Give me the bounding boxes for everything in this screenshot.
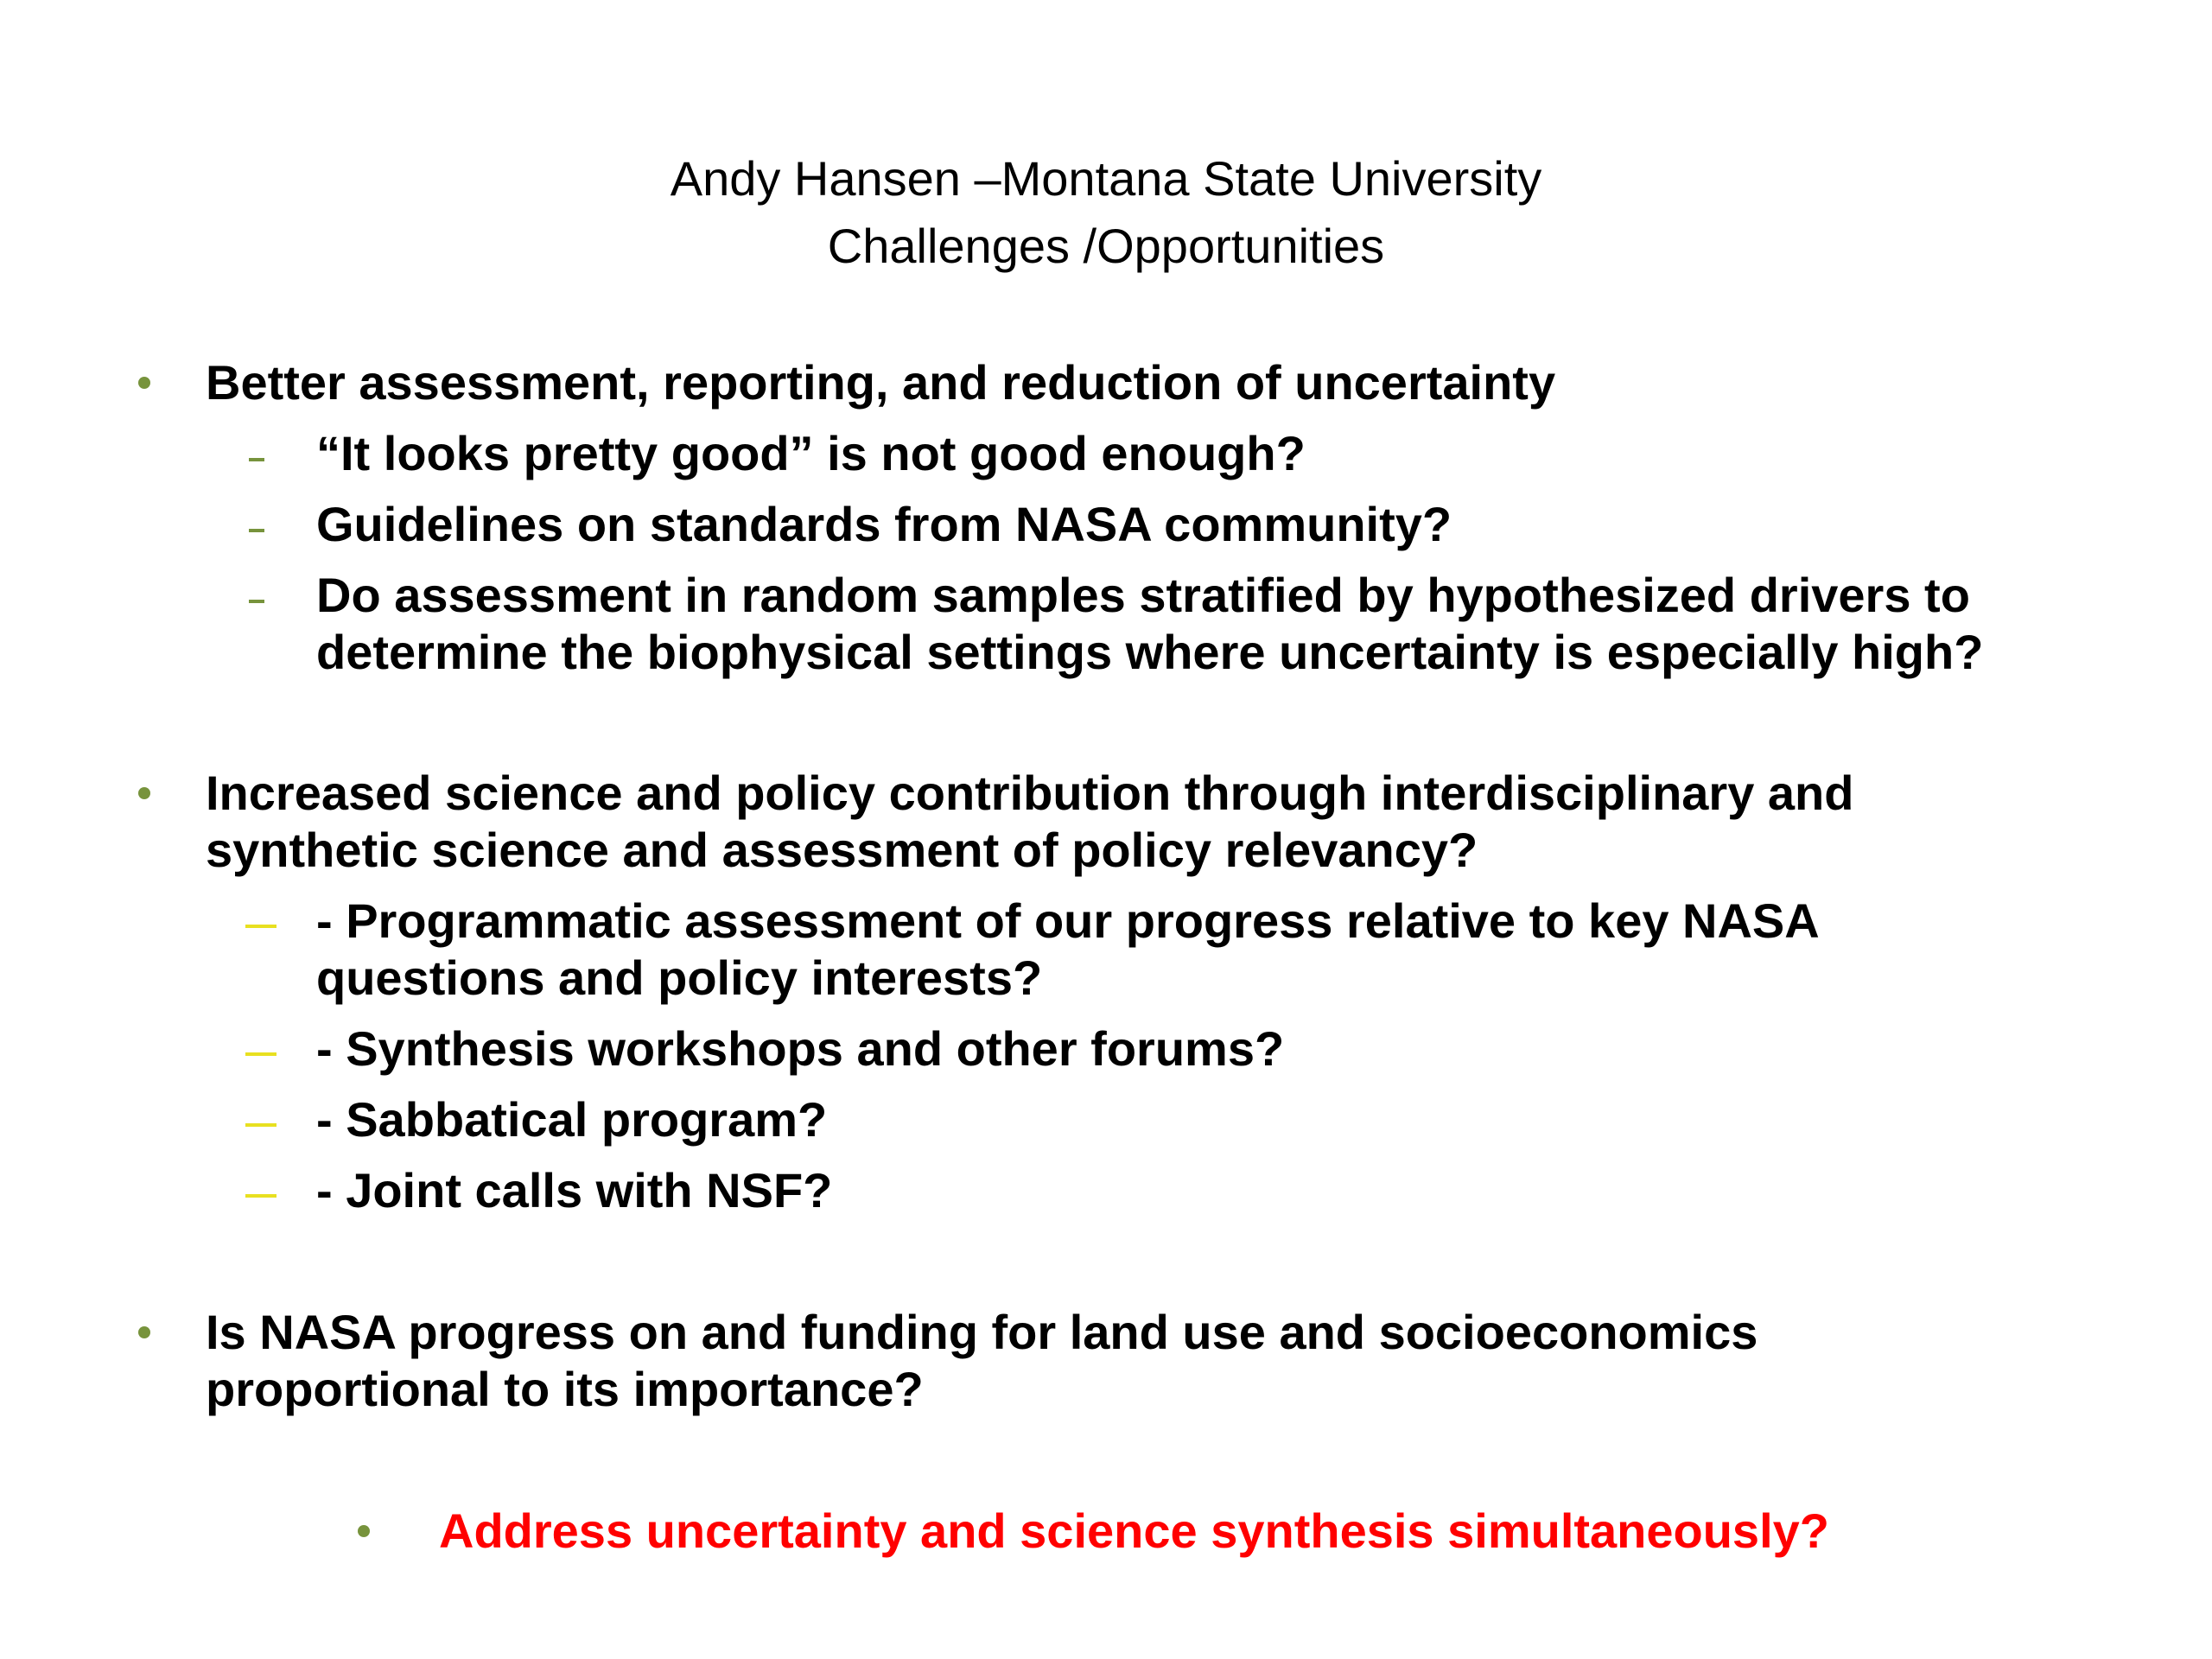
sub-dash-icon — [245, 1052, 276, 1056]
title-subject-line: Challenges /Opportunities — [827, 219, 1385, 273]
bullet-3-line-2: proportional to its importance? — [206, 1362, 924, 1416]
title-author-line: Andy Hansen –Montana State University — [670, 151, 1542, 206]
bullet-2-sub-3: - Sabbatical program? — [316, 1092, 828, 1147]
sub-dash-icon — [249, 529, 264, 532]
bullet-2-sub-1-line-2: questions and policy interests? — [316, 950, 1043, 1005]
bullet-1-sub-3-line-1: Do assessment in random samples stratified by hypothesized drivers to — [316, 568, 1970, 622]
sub-dash-icon — [245, 1123, 276, 1127]
sub-dash-icon — [249, 600, 264, 603]
highlight-question: Address uncertainty and science synthesis simultaneously? — [439, 1503, 1829, 1558]
bullet-1-line-1: Better assessment, reporting, and reduction of uncertainty — [206, 355, 1556, 410]
slide-title — [0, 145, 2212, 280]
sub-dash-icon — [245, 925, 276, 928]
sub-dash-icon — [245, 1194, 276, 1198]
bullet-2-sub-2: - Synthesis workshops and other forums? — [316, 1021, 1285, 1076]
bullet-2-line-2: synthetic science and assessment of policy relevancy? — [206, 823, 1478, 877]
bullet-1-sub-1: “It looks pretty good” is not good enough? — [316, 426, 1306, 480]
bullet-dot-icon — [138, 377, 150, 389]
bullet-dot-icon — [358, 1525, 370, 1537]
sub-dash-icon — [249, 458, 264, 461]
bullet-dot-icon — [138, 787, 150, 799]
bullet-3-line-1: Is NASA progress on and funding for land use and socioeconomics — [206, 1305, 1758, 1359]
bullet-2-sub-1-line-1: - Programmatic assessment of our progress relative to key NASA — [316, 893, 1820, 948]
bullet-1-sub-2: Guidelines on standards from NASA community? — [316, 497, 1452, 551]
bullet-dot-icon — [138, 1326, 150, 1338]
bullet-2-sub-4: - Joint calls with NSF? — [316, 1163, 833, 1217]
bullet-2-line-1: Increased science and policy contribution through interdisciplinary and — [206, 766, 1854, 820]
bullet-1-sub-3-line-2: determine the biophysical settings where uncertainty is especially high? — [316, 625, 1984, 679]
